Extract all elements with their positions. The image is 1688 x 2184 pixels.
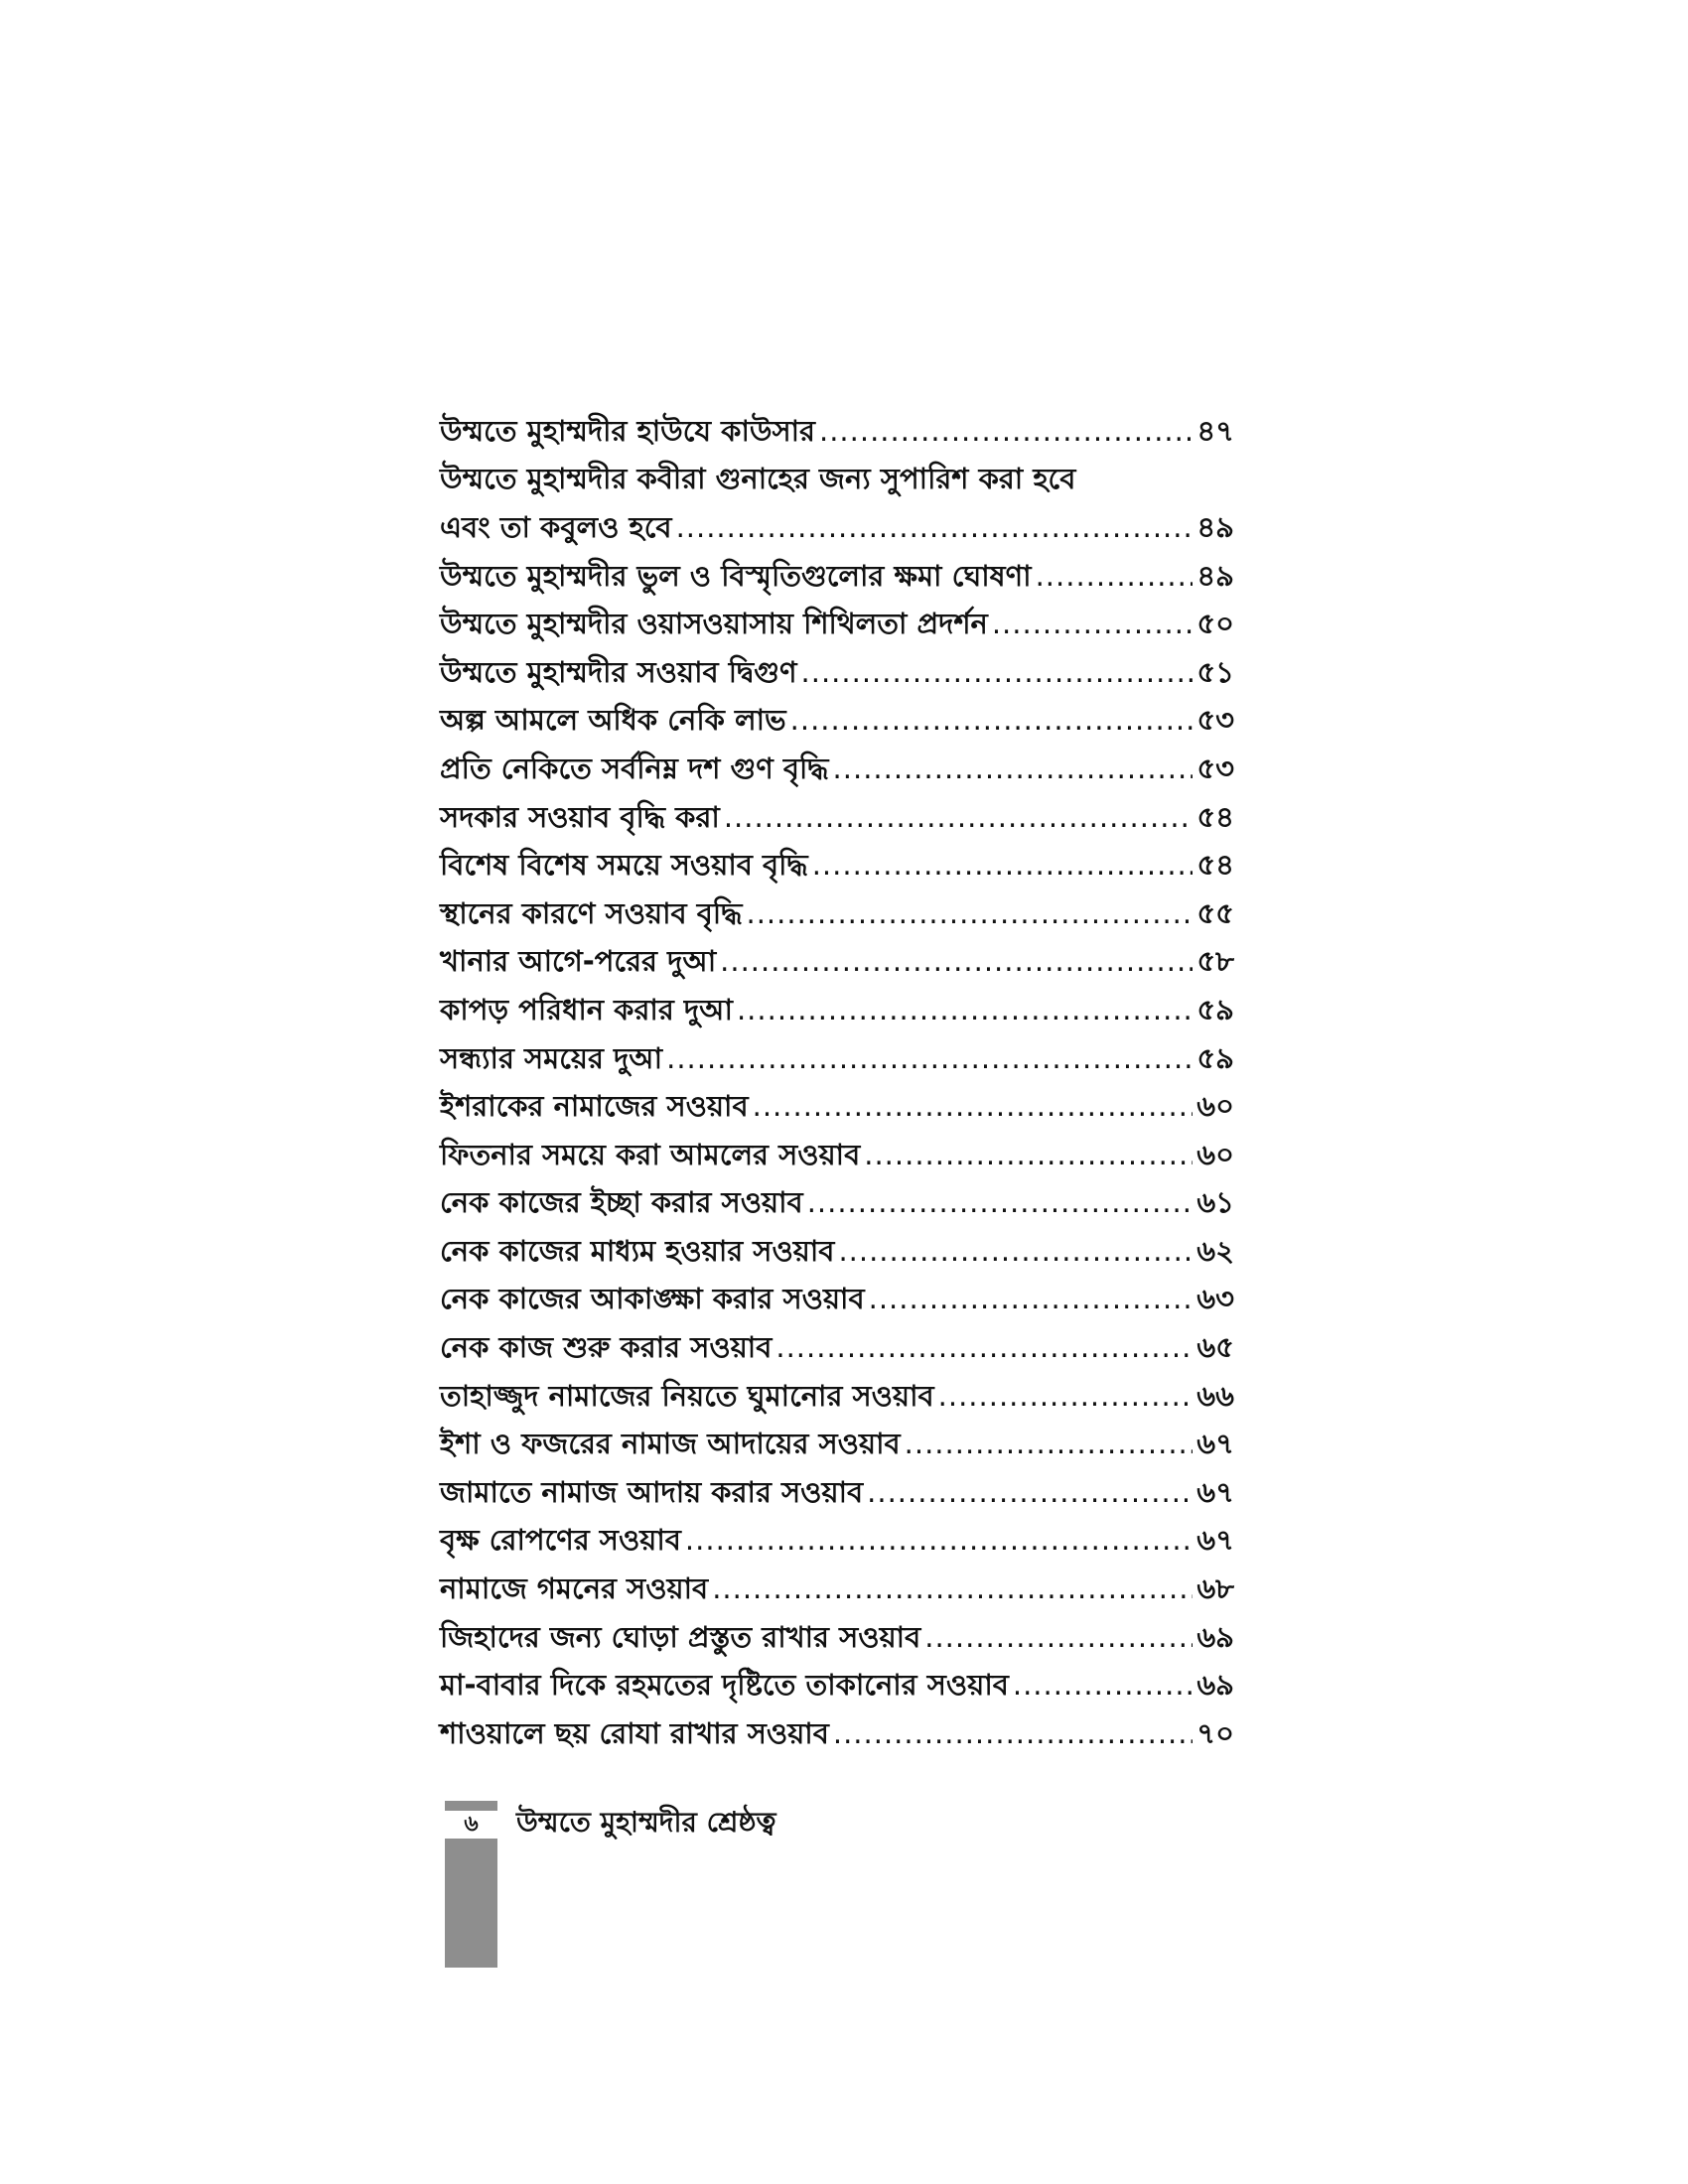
toc-dot-leader [924,1623,1193,1652]
toc-entry [440,841,1234,889]
toc-entry [440,1661,1234,1709]
toc-dot-leader [790,706,1194,735]
toc-entry-page: ৫৩ [1196,751,1234,785]
toc-entry [440,1082,1234,1131]
toc-entry-page: ৪৯ [1196,509,1234,544]
toc-entry [440,938,1234,987]
toc-entry [440,1420,1234,1468]
toc-entry-page: ৫৮ [1196,944,1234,979]
toc-entry-page: ৫০ [1196,607,1234,641]
toc-entry-page: ৬০ [1196,1137,1234,1171]
toc-entry-page: ৫৪ [1196,848,1234,883]
toc-entry-page: ৫৩ [1196,703,1234,738]
toc-entry-title: সন্ধ্যার সময়ের দুআ [440,1040,663,1075]
toc-entry-page: ৬৭ [1196,1474,1234,1509]
toc-entry-title: নেক কাজের মাধ্যম হওয়ার সওয়াব [440,1233,835,1268]
toc-entry-title: বৃক্ষ রোপণের সওয়াব [440,1523,681,1558]
table-of-contents [440,407,1234,1758]
toc-dot-leader [905,1430,1194,1458]
toc-entry-page: ৫৯ [1196,1040,1234,1075]
toc-entry-page: ৪৯ [1196,558,1234,593]
toc-entry [440,889,1234,938]
toc-dot-leader [685,1526,1193,1555]
toc-entry-page: ৭০ [1196,1715,1234,1750]
toc-entry-page: ৬৮ [1196,1571,1234,1606]
toc-entry-page: ৫১ [1196,654,1234,689]
toc-entry-title: নেক কাজের ইচ্ছা করার সওয়াব [440,1185,803,1220]
toc-entry [440,456,1234,504]
toc-entry-page: ৫৪ [1196,799,1234,834]
toc-entry-title: বিশেষ বিশেষ সময়ে সওয়াব বৃদ্ধি [440,848,808,883]
toc-entry [440,1179,1234,1228]
toc-entry-title: অল্প আমলে অধিক নেকি লাভ [440,703,786,738]
toc-dot-leader [666,1044,1193,1073]
toc-entry [440,1565,1234,1613]
toc-entry [440,648,1234,697]
page-number: ৬ [464,1812,479,1837]
toc-dot-leader [819,417,1193,446]
toc-entry [440,1372,1234,1421]
toc-entry [440,1034,1234,1083]
toc-dot-leader [737,996,1193,1024]
toc-dot-leader [833,1719,1193,1748]
toc-entry-title: খানার আগে-পরের দুআ [440,944,717,979]
toc-dot-leader [869,1285,1194,1313]
toc-entry [440,552,1234,601]
toc-entry-title: ইশা ও ফজরের নামাজ আদায়ের সওয়াব [440,1427,901,1461]
toc-dot-leader [867,1478,1193,1507]
toc-entry-page: ৬৩ [1196,1282,1234,1316]
toc-entry [440,1709,1234,1758]
toc-entry [440,793,1234,842]
toc-entry-page: ৬২ [1196,1233,1234,1268]
toc-dot-leader [807,1188,1194,1217]
toc-dot-leader [747,899,1194,928]
toc-entry [440,1613,1234,1662]
toc-entry [440,986,1234,1034]
toc-entry-page: ৬৯ [1196,1619,1234,1654]
toc-entry-title: জিহাদের জন্য ঘোড়া প্রস্তুত রাখার সওয়াব [440,1619,921,1654]
toc-entry-title: জামাতে নামাজ আদায় করার সওয়াব [440,1474,864,1509]
toc-entry-title: এবং তা কবুলও হবে [440,509,672,544]
toc-dot-leader [1036,562,1194,591]
toc-entry-title: মা-বাবার দিকে রহমতের দৃষ্টিতে তাকানোর সওয়াব [440,1668,1009,1703]
toc-entry-page: ৬৭ [1196,1523,1234,1558]
toc-entry [440,1131,1234,1179]
toc-entry [440,1227,1234,1276]
toc-dot-leader [676,513,1194,542]
toc-entry [440,1468,1234,1517]
toc-entry-page: ৫৫ [1196,895,1234,930]
toc-entry [440,1276,1234,1324]
toc-entry-title: উম্মতে মুহাম্মদীর সওয়াব দ্বিগুণ [440,654,797,689]
toc-entry [440,697,1234,746]
toc-entry-title: শাওয়ালে ছয় রোযা রাখার সওয়াব [440,1715,829,1750]
toc-dot-leader [864,1141,1193,1169]
toc-dot-leader [938,1382,1194,1411]
toc-entry [440,407,1234,456]
toc-dot-leader [992,610,1193,638]
toc-entry-page: ৬৯ [1196,1668,1234,1703]
toc-entry [440,745,1234,793]
toc-entry-title: নামাজে গমনের সওয়াব [440,1571,709,1606]
toc-dot-leader [833,754,1194,783]
toc-entry-title: উম্মতে মুহাম্মদীর ভুল ও বিস্মৃতিগুলোর ক্ষমা ঘোষণা [440,558,1032,593]
toc-entry-title: সদকার সওয়াব বৃদ্ধি করা [440,799,720,834]
toc-entry-title: নেক কাজের আকাঙ্ক্ষা করার সওয়াব [440,1282,865,1316]
toc-entry-page: ৪৭ [1196,413,1234,448]
toc-dot-leader [712,1574,1193,1603]
toc-entry-title: কাপড় পরিধান করার দুআ [440,992,733,1026]
toc-dot-leader [812,851,1194,880]
toc-entry-page: ৬৬ [1196,1378,1234,1413]
toc-entry [440,600,1234,648]
toc-entry [440,503,1234,552]
toc-entry-title: প্রতি নেকিতে সর্বনিম্ন দশ গুণ বৃদ্ধি [440,751,829,785]
toc-entry-page: ৬০ [1196,1089,1234,1124]
toc-entry-page: ৬১ [1196,1185,1234,1220]
toc-entry-title: উম্মতে মুহাম্মদীর হাউযে কাউসার [440,413,815,448]
toc-entry-page: ৬৫ [1196,1330,1234,1365]
toc-entry-page: ৬৭ [1196,1427,1234,1461]
toc-dot-leader [724,803,1194,832]
toc-entry-title: উম্মতে মুহাম্মদীর ওয়াসওয়াসায় শিথিলতা প্রদর্শন [440,607,988,641]
toc-dot-leader [775,1333,1193,1362]
running-footer-title: উম্মতে মুহাম্মদীর শ্রেষ্ঠত্ব [516,1806,776,1839]
toc-dot-leader [720,947,1193,976]
toc-entry [440,1323,1234,1372]
toc-entry-title: উম্মতে মুহাম্মদীর কবীরা গুনাহের জন্য সুপারিশ করা হবে [440,462,1076,496]
toc-entry-title: তাহাজ্জুদ নামাজের নিয়তে ঘুমানোর সওয়াব [440,1378,934,1413]
toc-entry-title: ফিতনার সময়ে করা আমলের সওয়াব [440,1137,861,1171]
toc-entry-title: ইশরাকের নামাজের সওয়াব [440,1089,749,1124]
toc-entry [440,1517,1234,1566]
toc-dot-leader [801,658,1194,687]
toc-dot-leader [1013,1671,1193,1700]
toc-entry-page: ৫৯ [1196,992,1234,1026]
toc-entry-title: স্থানের কারণে সওয়াব বৃদ্ধি [440,895,743,930]
toc-dot-leader [838,1237,1193,1266]
toc-dot-leader [753,1092,1194,1121]
toc-entry-title: নেক কাজ শুরু করার সওয়াব [440,1330,773,1365]
